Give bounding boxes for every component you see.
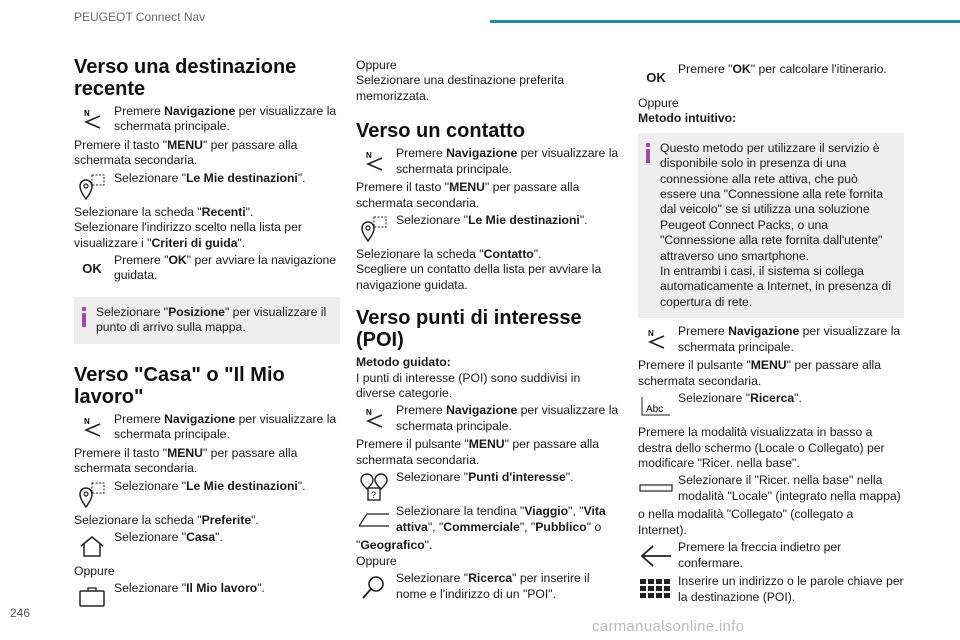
- paragraph: Selezionare la scheda "Preferite".: [74, 512, 259, 527]
- paragraph-or: Oppure: [356, 553, 397, 568]
- ok-icon: OK: [82, 261, 102, 277]
- destinations-icon: [74, 479, 110, 511]
- step-ok: OK Premere "OK" per avviare la navigazione guidata.: [74, 253, 340, 285]
- heading-home-work: Verso "Casa" o "Il Mio lavoro": [74, 363, 285, 408]
- bar-icon: [638, 473, 674, 505]
- search-icon: [356, 571, 392, 603]
- abc-search-icon: [638, 391, 674, 423]
- column-3: [638, 60, 904, 608]
- svg-text:N: N: [84, 109, 90, 118]
- step-home: Selezionare "Casa".: [74, 530, 340, 562]
- home-icon: [74, 530, 110, 562]
- navigation-icon: [356, 403, 392, 435]
- navigation-icon: [638, 324, 674, 356]
- guided-method-label: Metodo guidato:: [356, 355, 451, 370]
- work-icon: [74, 581, 110, 613]
- svg-text:N: N: [366, 151, 372, 161]
- step-my-destinations: Selezionare "Le Mie destinazioni".: [356, 213, 622, 245]
- intuitive-method-label: Metodo intuitivo:: [638, 111, 737, 126]
- heading-poi: Verso punti di interesse (POI): [356, 307, 582, 352]
- info-note: Questo metodo per utilizzare il servizio è disponibile solo in presenza di una connessione alla rete attiva, che può essere una "Connessione alla rete fornita dal veicolo" se si utilizza una soluzione Peugeot Connect Packs, o una "Connessione alla rete fornita dall'utente" attraverso uno smartphone. In entrambi i casi, il sistema si collega automaticamente a Internet, in presenza di copertura di rete.: [638, 133, 904, 318]
- paragraph: Premere la modalità visualizzata in basso a destra dello schermo (Locale o Collegato) per modificare "Ricer. nella base".: [638, 425, 885, 470]
- step-keyboard: Inserire un indirizzo o le parole chiave per la destinazione (POI).: [638, 574, 904, 606]
- paragraph: Premere il pulsante "MENU" per passare alla schermata secondaria.: [638, 358, 882, 388]
- step-poi: ? Selezionare "Punti d'interesse".: [356, 470, 622, 502]
- step-work: Selezionare "Il Mio lavoro".: [74, 581, 340, 613]
- watermark: carmanualsonline.info: [592, 618, 745, 635]
- destinations-icon: [74, 171, 110, 203]
- paragraph: Scegliere un contatto della lista per avviare la navigazione guidata.: [356, 262, 602, 292]
- ok-icon: OK: [646, 70, 666, 86]
- navigation-icon: [74, 412, 110, 444]
- step-tab: Selezionare la tendina "Viaggio", "Vita attiva", "Commerciale", "Pubblico" o: [356, 504, 622, 536]
- paragraph: Premere il tasto "MENU" per passare alla schermata secondaria.: [74, 138, 298, 168]
- step-my-destinations: Selezionare "Le Mie destinazioni".: [74, 171, 340, 203]
- paragraph: Selezionare la scheda "Recenti".: [74, 204, 254, 219]
- paragraph: "Geografico".: [356, 538, 433, 553]
- step-navigation: N Premere Navigazione per visualizzare la schermata principale.: [356, 146, 622, 178]
- paragraph: Premere il tasto "MENU" per passare alla schermata secondaria.: [356, 180, 580, 210]
- paragraph: Premere il tasto "MENU" per passare alla schermata secondaria.: [74, 445, 298, 476]
- paragraph: Premere il pulsante "MENU" per passare alla schermata secondaria.: [356, 437, 600, 467]
- paragraph-or: Oppure: [74, 564, 115, 579]
- paragraph: Selezionare l'indirizzo scelto nella lista per visualizzare i "Criteri di guida".: [74, 220, 302, 250]
- svg-text:N: N: [366, 408, 372, 418]
- paragraph-or: Oppure: [638, 96, 679, 110]
- step-search: Selezionare "Ricerca" per inserire il nome e l'indirizzo di un "POI".: [356, 571, 622, 603]
- step-navigation: N Premere Navigazione per visualizzare la schermata principale.: [74, 104, 340, 136]
- info-note: Selezionare "Posizione" per visualizzare il punto di arrivo sulla mappa.: [74, 297, 340, 344]
- back-arrow-icon: [638, 540, 674, 572]
- column-2: [356, 58, 622, 605]
- step-navigation: N Premere Navigazione per visualizzare la schermata principale.: [356, 403, 622, 435]
- destinations-icon: [356, 213, 392, 245]
- column-1: [74, 56, 340, 615]
- step-back: Premere la freccia indietro per confermare.: [638, 540, 904, 572]
- heading-recent-destination: Verso una destinazione recente: [74, 56, 297, 100]
- info-icon: [82, 305, 86, 336]
- page-number: 246: [10, 606, 31, 620]
- step-navigation: N Premere Navigazione per visualizzare la schermata principale.: [74, 412, 340, 444]
- paragraph: I punti di interesse (POI) sono suddivisi in diverse categorie.: [356, 370, 581, 401]
- heading-contact: Verso un contatto: [356, 120, 525, 143]
- keyboard-icon: [638, 574, 674, 606]
- paragraph: o nella modalità "Collegato" (collegato a Internet).: [638, 507, 854, 537]
- step-base-mode: Selezionare il "Ricer. nella base" nella modalità "Locale" (integrato nella mappa): [638, 473, 904, 505]
- svg-text:N: N: [84, 416, 90, 426]
- step-ok: OK Premere "OK" per calcolare l'itinerario.: [638, 62, 904, 94]
- svg-text:Abc: Abc: [646, 404, 664, 416]
- step-my-destinations: Selezionare "Le Mie destinazioni".: [74, 479, 340, 511]
- navigation-icon: [74, 104, 110, 136]
- poi-icon: [356, 470, 392, 502]
- info-icon: [646, 141, 650, 310]
- tab-icon: [356, 504, 392, 536]
- step-search: Abc Selezionare "Ricerca".: [638, 391, 904, 423]
- svg-text:?: ?: [371, 490, 377, 501]
- running-header: PEUGEOT Connect Nav: [74, 10, 206, 24]
- paragraph-or: Oppure: [356, 58, 397, 72]
- svg-text:N: N: [648, 329, 654, 339]
- paragraph: Selezionare una destinazione preferita memorizzata.: [356, 73, 565, 103]
- navigation-icon: [356, 146, 392, 178]
- paragraph: Selezionare la scheda "Contatto".: [356, 247, 542, 262]
- header-accent-bar: [490, 20, 960, 23]
- step-navigation: N Premere Navigazione per visualizzare la schermata principale.: [638, 324, 904, 356]
